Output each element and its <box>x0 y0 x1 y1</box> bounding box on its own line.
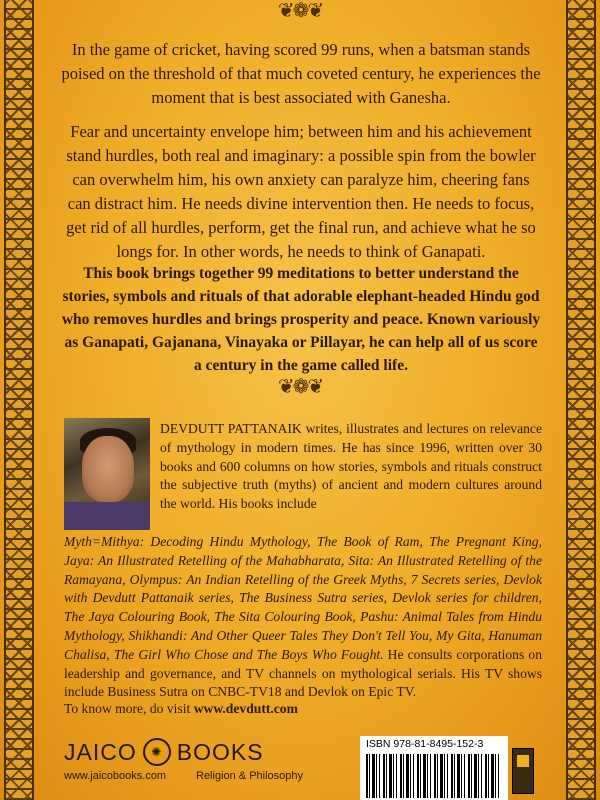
book-genre: Religion & Philosophy <box>196 770 304 782</box>
publisher-name-right: BOOKS <box>176 738 264 765</box>
author-bio-tail: He consults corporations on leadership and governance, and TV channels on mythological serials. His TV shows include Business Sutra on CNBC-TV18 and Devlok on Epic TV. <box>64 646 542 700</box>
publisher-logo <box>64 738 264 766</box>
author-bio-intro <box>160 420 542 514</box>
ornament-divider-icon: ❦❁❦ <box>277 376 323 398</box>
isbn-label: ISBN 978-81-8495-152-3 <box>366 738 484 750</box>
ornament-top-icon: ❦❁❦ <box>277 0 323 22</box>
visit-prefix: To know more, do visit <box>64 701 191 716</box>
decorative-border-right <box>566 0 596 800</box>
publisher-name-left: JAICO <box>64 738 137 765</box>
author-bio-intro-text: DEVDUTT PATTANAIK writes, illustrates and lectures on relevance of mythology in modern times. He has since 1996, written over 30 books and 600 columns on how stories, symbols and rituals construct the subjective truth (myths) of ancient and modern cultures around the world. His books include <box>160 421 542 512</box>
barcode-panel <box>360 736 508 800</box>
body-paragraph: Fear and uncertainty envelope him; between him and his achievement stand hurdles, both real and imaginary: a possible spin from the bowler can overwhelm him, his own anxiety can paralyze him, cheering fans can distract him. He needs divine intervention then. He needs to focus, get rid of all hurdles, perform, get the final run, and achieve what he so longs for. In other words, he needs to think of Ganapati. <box>66 122 536 261</box>
publisher-website[interactable]: www.jaicobooks.com <box>64 770 167 782</box>
author-photo <box>64 418 150 530</box>
author-bio-continued <box>64 533 542 702</box>
decorative-border-left <box>4 0 34 800</box>
author-books-list: Myth=Mithya: Decoding Hindu Mythology, The Book of Ram, The Pregnant King, Jaya: An Illustrated Retelling of the Mahabharata, Sita: An Illustrated Retelling of the Ramayana, Olympus: An Indian Retelling of the Greek Myths, 7 Secrets series, Devlok with Devdutt Pattanaik series, The Business Sutra series, Devlok series for children, The Jaya Colouring Book, The Sita Colouring Book, Pashu: Animal Tales from Hindu Mythology, Shikhandi: And Other Queer Tales They Don't Tell You, My Gita, Hanuman Chalisa, The Girl Who Chose and The Boys Who Fought. <box>64 534 542 662</box>
sun-emblem-icon: ✺ <box>143 738 171 766</box>
summary-paragraph: This book brings together 99 meditations to better understand the stories, symbols and rituals of that adorable elephant-headed Hindu god who removes hurdles and brings prosperity and peace. Known variously as Ganapati, Gajanana, Vinayaka or Pillayar, he can help all of us score a century in the game called life. <box>61 265 541 374</box>
barcode-icon <box>366 754 502 798</box>
author-website-link[interactable]: www.devdutt.com <box>193 701 298 716</box>
intro-paragraph: In the game of cricket, having scored 99 runs, when a batsman stands poised on the threshold of that much coveted century, he experiences the moment that is best associated with Ganesha. <box>61 40 541 107</box>
visit-line <box>64 701 298 717</box>
publisher-badge-icon <box>512 748 534 794</box>
